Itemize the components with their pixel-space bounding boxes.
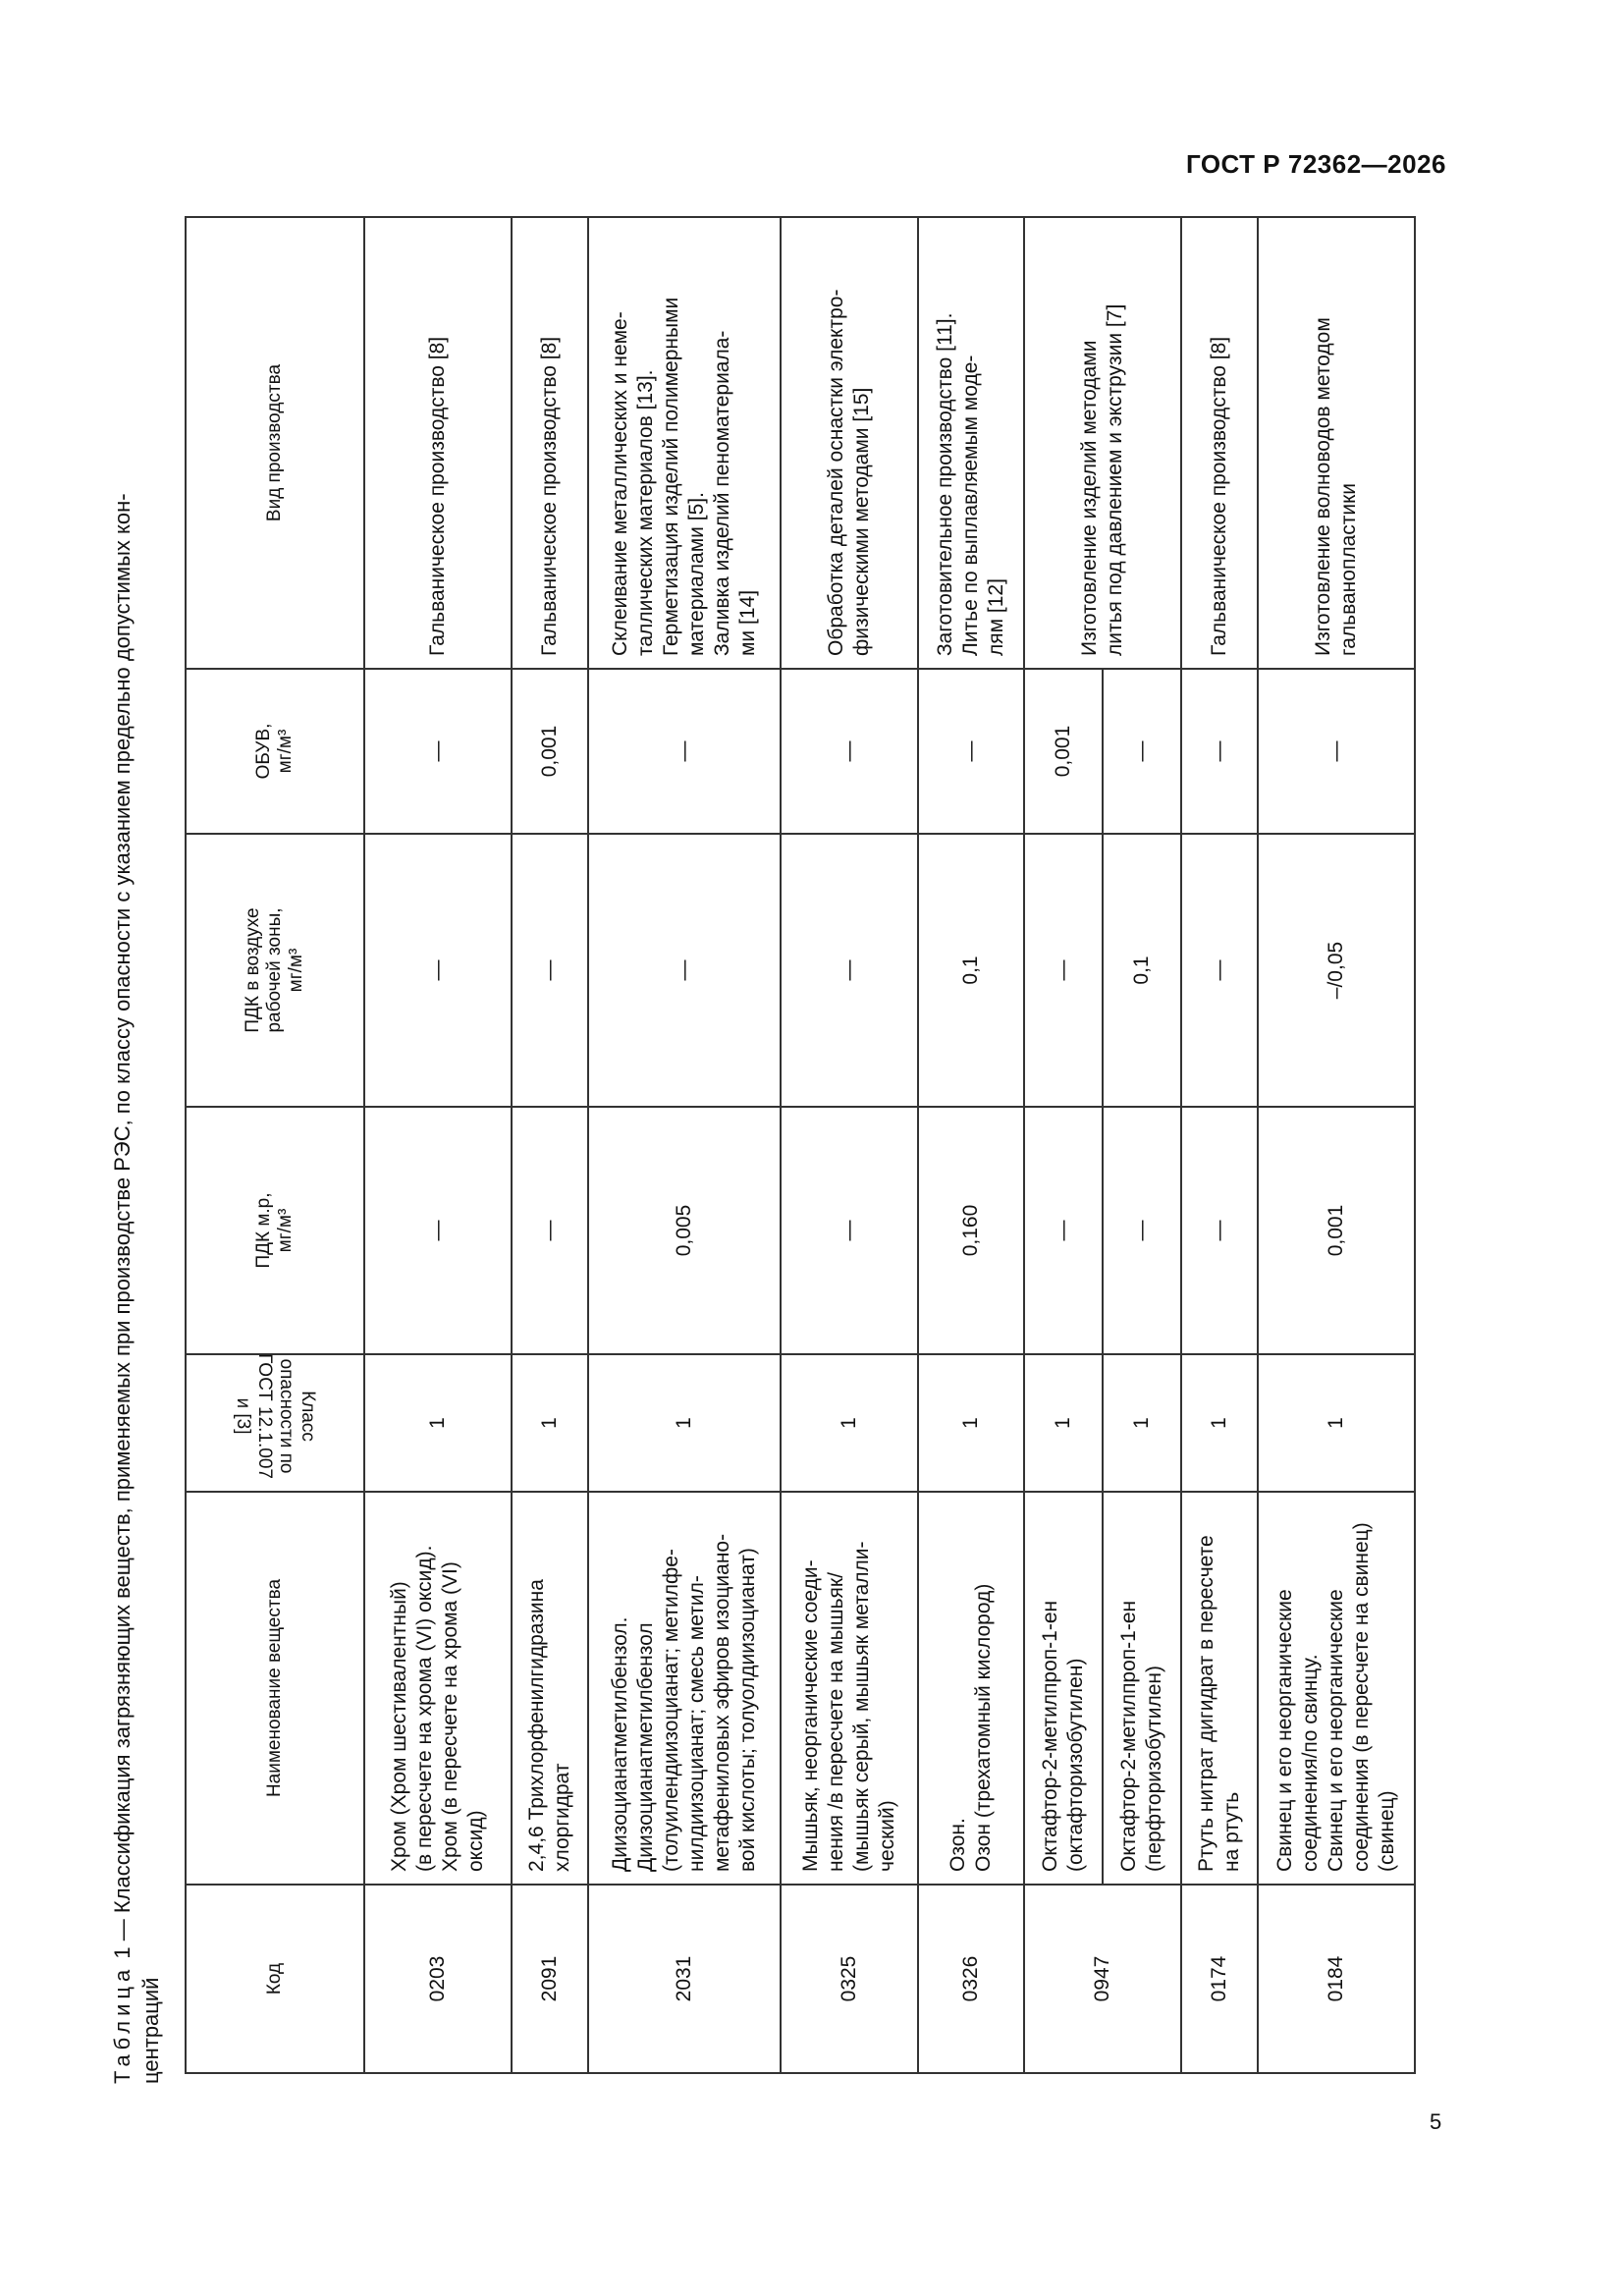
header-name: Наименование вещества: [186, 1492, 364, 1885]
cell-pdk-work: —: [512, 834, 588, 1107]
table-row: [1181, 217, 1258, 2073]
cell-name: Свинец и его неорганические соединения/по свинцу. Свинец и его неорганические соединения (в пересчете на свинец) (свинец): [1258, 1492, 1415, 1885]
cell-code: 0325: [781, 1885, 918, 2073]
caption-line-2: центраций: [138, 1977, 163, 2084]
cell-code: 2091: [512, 1885, 588, 2073]
cell-hazard-class: 1: [588, 1354, 781, 1492]
cell-pdk-work: —: [1181, 834, 1258, 1107]
cell-name: Диизоцианатметилбензол. Диизоцианатметилбензол (толуилендиизоцианат; метилфе- нилдиизоцианат; смесь метил- метафениловых эфиров изоциано- вой кислоты; толуолдиизоцианат): [588, 1492, 781, 1885]
cell-production: Заготовительное производство [11]. Литье по выплавляемым моде- лям [12]: [918, 217, 1024, 669]
cell-name: Октафтор-2-метилпроп-1-ен (октафторизобутилен): [1024, 1492, 1103, 1885]
cell-pdk-mr: —: [781, 1107, 918, 1354]
cell-pdk-work: —: [1024, 834, 1103, 1107]
cell-hazard-class: 1: [918, 1354, 1024, 1492]
classification-table: [185, 216, 1416, 2074]
cell-pdk-mr: —: [1024, 1107, 1103, 1354]
cell-name: Ртуть нитрат дигидрат в пересчете на ртуть: [1181, 1492, 1258, 1885]
header-pdk-work: ПДК в воздухе рабочей зоны, мг/м³: [186, 834, 364, 1107]
caption-line-1: — Классификация загрязняющих веществ, применяемых при производстве РЭС, по классу опасности с указанием предельно допустимых кон-: [110, 493, 135, 1941]
header-obuv: ОБУВ, мг/м³: [186, 669, 364, 834]
caption-label: Таблица: [110, 1964, 135, 2084]
table-row: [588, 217, 781, 2073]
cell-name: 2,4,6 Трихлорфенилгидразина хлоргидрат: [512, 1492, 588, 1885]
table-row: [1258, 217, 1415, 2073]
cell-code: 0326: [918, 1885, 1024, 2073]
table-caption: [108, 218, 165, 2084]
cell-hazard-class: 1: [512, 1354, 588, 1492]
cell-pdk-work: 0,1: [1103, 834, 1181, 1107]
header-hazard-class: Класс опасности по ГОСТ 12.1.007 и [3]: [186, 1354, 364, 1492]
cell-pdk-work: 0,1: [918, 834, 1024, 1107]
cell-pdk-work: —: [781, 834, 918, 1107]
cell-hazard-class: 1: [1024, 1354, 1103, 1492]
cell-obuv: —: [781, 669, 918, 834]
cell-pdk-mr: 0,160: [918, 1107, 1024, 1354]
cell-code: 2031: [588, 1885, 781, 2073]
cell-hazard-class: 1: [364, 1354, 512, 1492]
cell-pdk-mr: 0,001: [1258, 1107, 1415, 1354]
cell-name: Мышьяк, неорганические соеди- нения /в пересчете на мышьяк/ (мышьяк серый, мышьяк металли- ческий): [781, 1492, 918, 1885]
cell-pdk-work: —: [364, 834, 512, 1107]
cell-pdk-work: —: [588, 834, 781, 1107]
cell-obuv: —: [364, 669, 512, 834]
cell-hazard-class: 1: [1258, 1354, 1415, 1492]
cell-production: Склеивание металлических и неме- таллических материалов [13]. Герметизация изделий полимерными материалами [5]. Заливка изделий пеноматериала- ми [14]: [588, 217, 781, 669]
cell-code: 0174: [1181, 1885, 1258, 2073]
table-row: [781, 217, 918, 2073]
cell-hazard-class: 1: [781, 1354, 918, 1492]
table-row: [918, 217, 1024, 2073]
header-production: Вид производства: [186, 217, 364, 669]
cell-code: 0184: [1258, 1885, 1415, 2073]
cell-obuv: —: [1258, 669, 1415, 834]
cell-obuv: —: [1103, 669, 1181, 834]
cell-production: Гальваническое производство [8]: [1181, 217, 1258, 669]
table-row: [364, 217, 512, 2073]
header-code: Код: [186, 1885, 364, 2073]
caption-number: 1: [110, 1946, 135, 1959]
cell-pdk-mr: —: [1103, 1107, 1181, 1354]
cell-code: 0203: [364, 1885, 512, 2073]
cell-production: Обработка деталей оснастки электро- физическими методами [15]: [781, 217, 918, 669]
cell-production: Изготовление изделий методами литья под давлением и экструзии [7]: [1024, 217, 1181, 669]
cell-hazard-class: 1: [1103, 1354, 1181, 1492]
cell-obuv: —: [1181, 669, 1258, 834]
rotated-table-area: [108, 218, 1443, 2084]
cell-hazard-class: 1: [1181, 1354, 1258, 1492]
cell-name: Хром (Хром шестивалентный) (в пересчете на хрома (VI) оксид). Хром (в пересчете на хрома (VI) оксид): [364, 1492, 512, 1885]
table-row: [1024, 217, 1103, 2073]
header-pdk-mr: ПДК м.р, мг/м³: [186, 1107, 364, 1354]
table-row: [512, 217, 588, 2073]
cell-production: Гальваническое производство [8]: [512, 217, 588, 669]
cell-obuv: —: [588, 669, 781, 834]
page-number: 5: [1430, 2109, 1442, 2134]
cell-obuv: 0,001: [512, 669, 588, 834]
cell-pdk-mr: 0,005: [588, 1107, 781, 1354]
cell-pdk-mr: —: [364, 1107, 512, 1354]
cell-name: Октафтор-2-метилпроп-1-ен (перфторизобутилен): [1103, 1492, 1181, 1885]
cell-pdk-work: –/0,05: [1258, 834, 1415, 1107]
cell-pdk-mr: —: [1181, 1107, 1258, 1354]
cell-obuv: —: [918, 669, 1024, 834]
cell-production: Гальваническое производство [8]: [364, 217, 512, 669]
cell-production: Изготовление волноводов методом гальванопластики: [1258, 217, 1415, 669]
cell-pdk-mr: —: [512, 1107, 588, 1354]
header-row: [186, 217, 364, 2073]
cell-name: Озон. Озон (трехатомный кислород): [918, 1492, 1024, 1885]
cell-obuv: 0,001: [1024, 669, 1103, 834]
document-id: ГОСТ Р 72362—2026: [1185, 149, 1446, 179]
cell-code: 0947: [1024, 1885, 1181, 2073]
